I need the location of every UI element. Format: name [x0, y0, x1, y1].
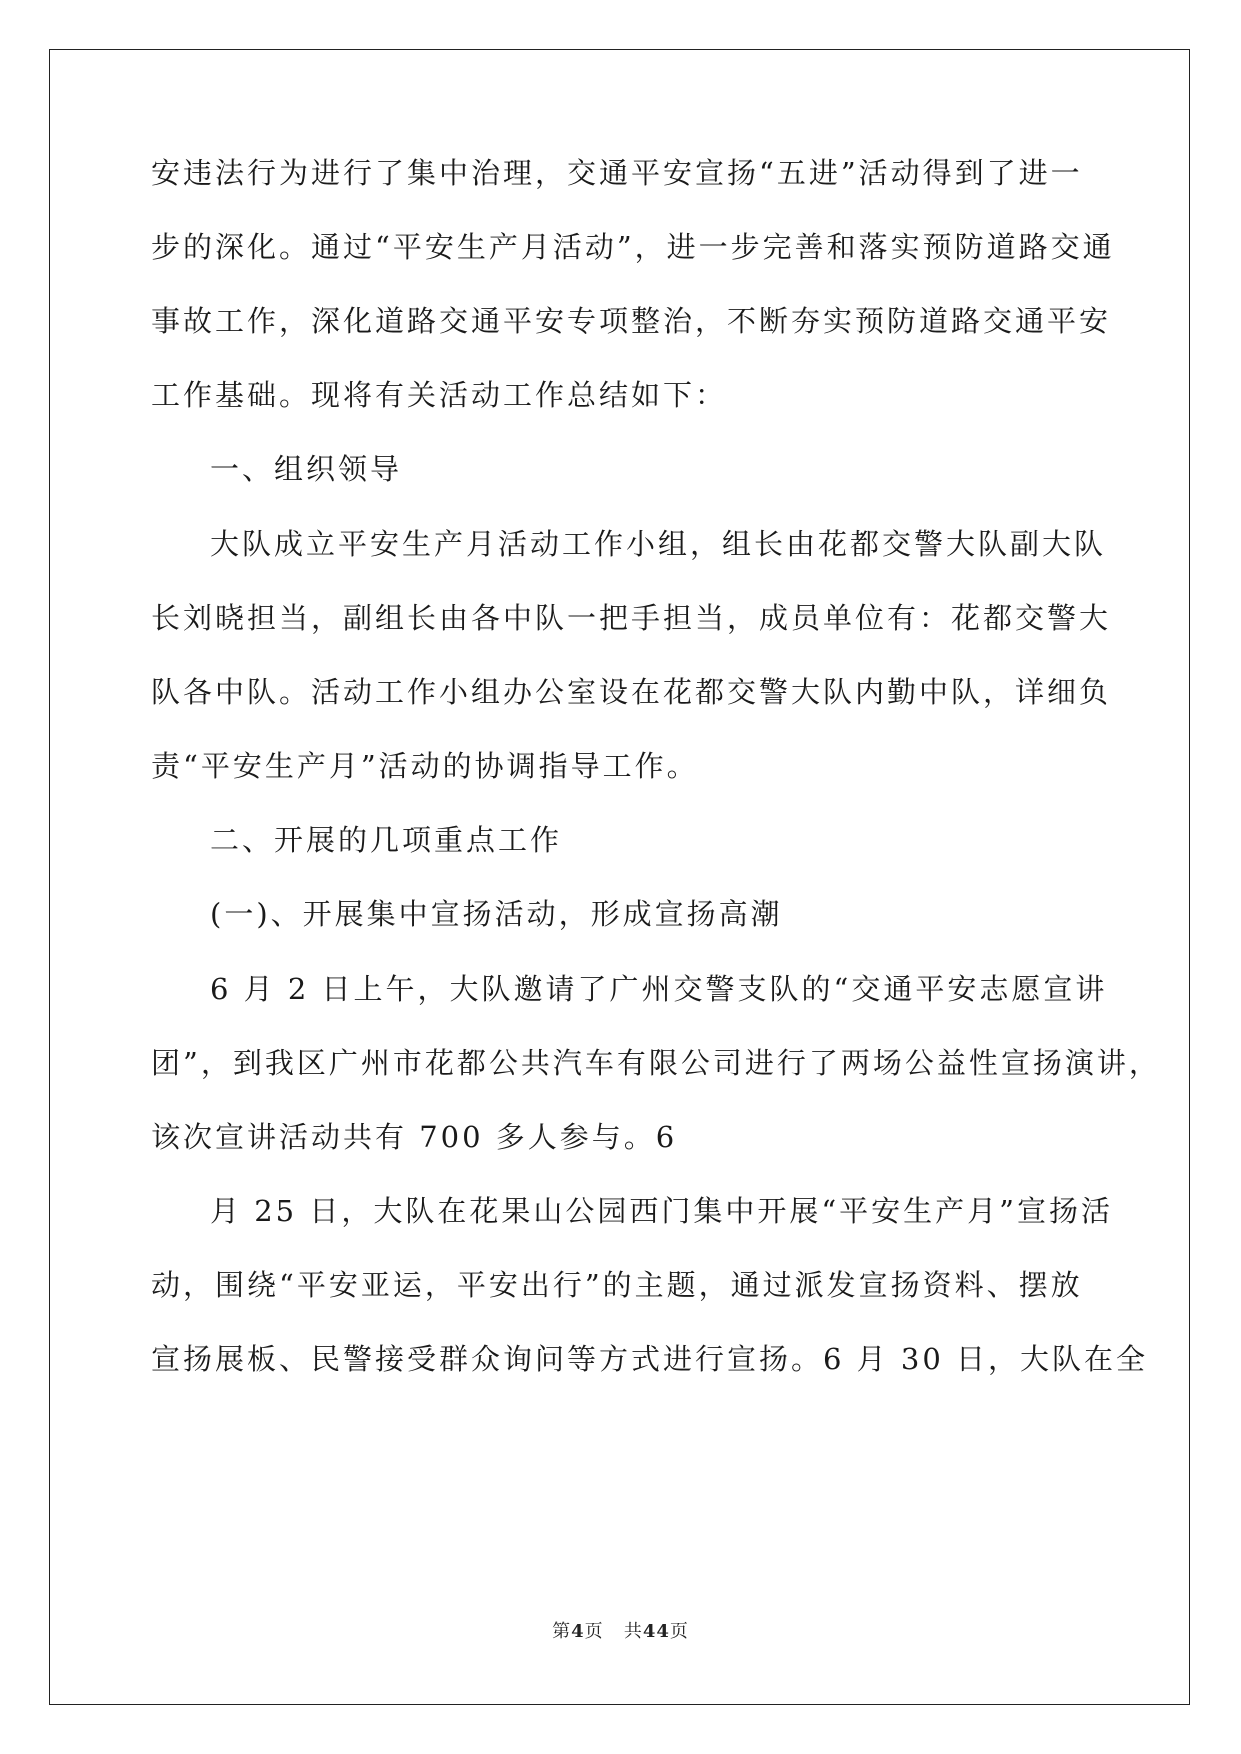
footer-total-label: 页: [669, 1621, 689, 1642]
section-heading: 二、开展的几项重点工作: [210, 823, 563, 857]
text-line: 步的深化。通过“平安生产月活动”，进一步完善和落实预防道路交通: [151, 230, 1115, 264]
text-line: 该次宣讲活动共有 700 多人参与。6: [151, 1120, 678, 1154]
text-line: 工作基础。现将有关活动工作总结如下：: [151, 378, 728, 412]
page-footer: [0, 1619, 1241, 1645]
text-line: 团”，到我区广州市花都公共汽车有限公司进行了两场公益性宣扬演讲，: [151, 1046, 1161, 1080]
footer-page-label: 页: [584, 1621, 604, 1642]
page-border: [49, 49, 1190, 1705]
current-page-number: 4: [571, 1621, 585, 1642]
text-line: 6 月 2 日上午，大队邀请了广州交警支队的“交通平安志愿宣讲: [210, 972, 1108, 1006]
text-line: 长刘晓担当，副组长由各中队一把手担当，成员单位有：花都交警大: [151, 601, 1112, 635]
section-heading: 一、组织领导: [210, 452, 403, 486]
total-page-count: 44: [642, 1621, 670, 1642]
text-line: 月 25 日，大队在花果山公园西门集中开展“平安生产月”宣扬活: [210, 1194, 1113, 1228]
text-line: 动，围绕“平安亚运，平安出行”的主题，通过派发宣扬资料、摆放: [151, 1268, 1083, 1302]
text-line: 事故工作，深化道路交通平安专项整治，不断夯实预防道路交通平安: [151, 304, 1112, 338]
subsection-heading: (一)、开展集中宣扬活动，形成宣扬高潮: [210, 897, 783, 931]
text-line: 安违法行为进行了集中治理，交通平安宣扬“五进”活动得到了进一: [151, 156, 1083, 190]
text-line: 责“平安生产月”活动的协调指导工作。: [151, 749, 699, 783]
text-line: 宣扬展板、民警接受群众询问等方式进行宣扬。6 月 30 日，大队在全: [151, 1342, 1149, 1376]
text-line: 队各中队。活动工作小组办公室设在花都交警大队内勤中队，详细负: [151, 675, 1112, 709]
footer-prefix: 第: [552, 1621, 572, 1642]
text-line: 大队成立平安生产月活动工作小组，组长由花都交警大队副大队: [210, 527, 1107, 561]
footer-total-prefix: 共: [623, 1621, 643, 1642]
